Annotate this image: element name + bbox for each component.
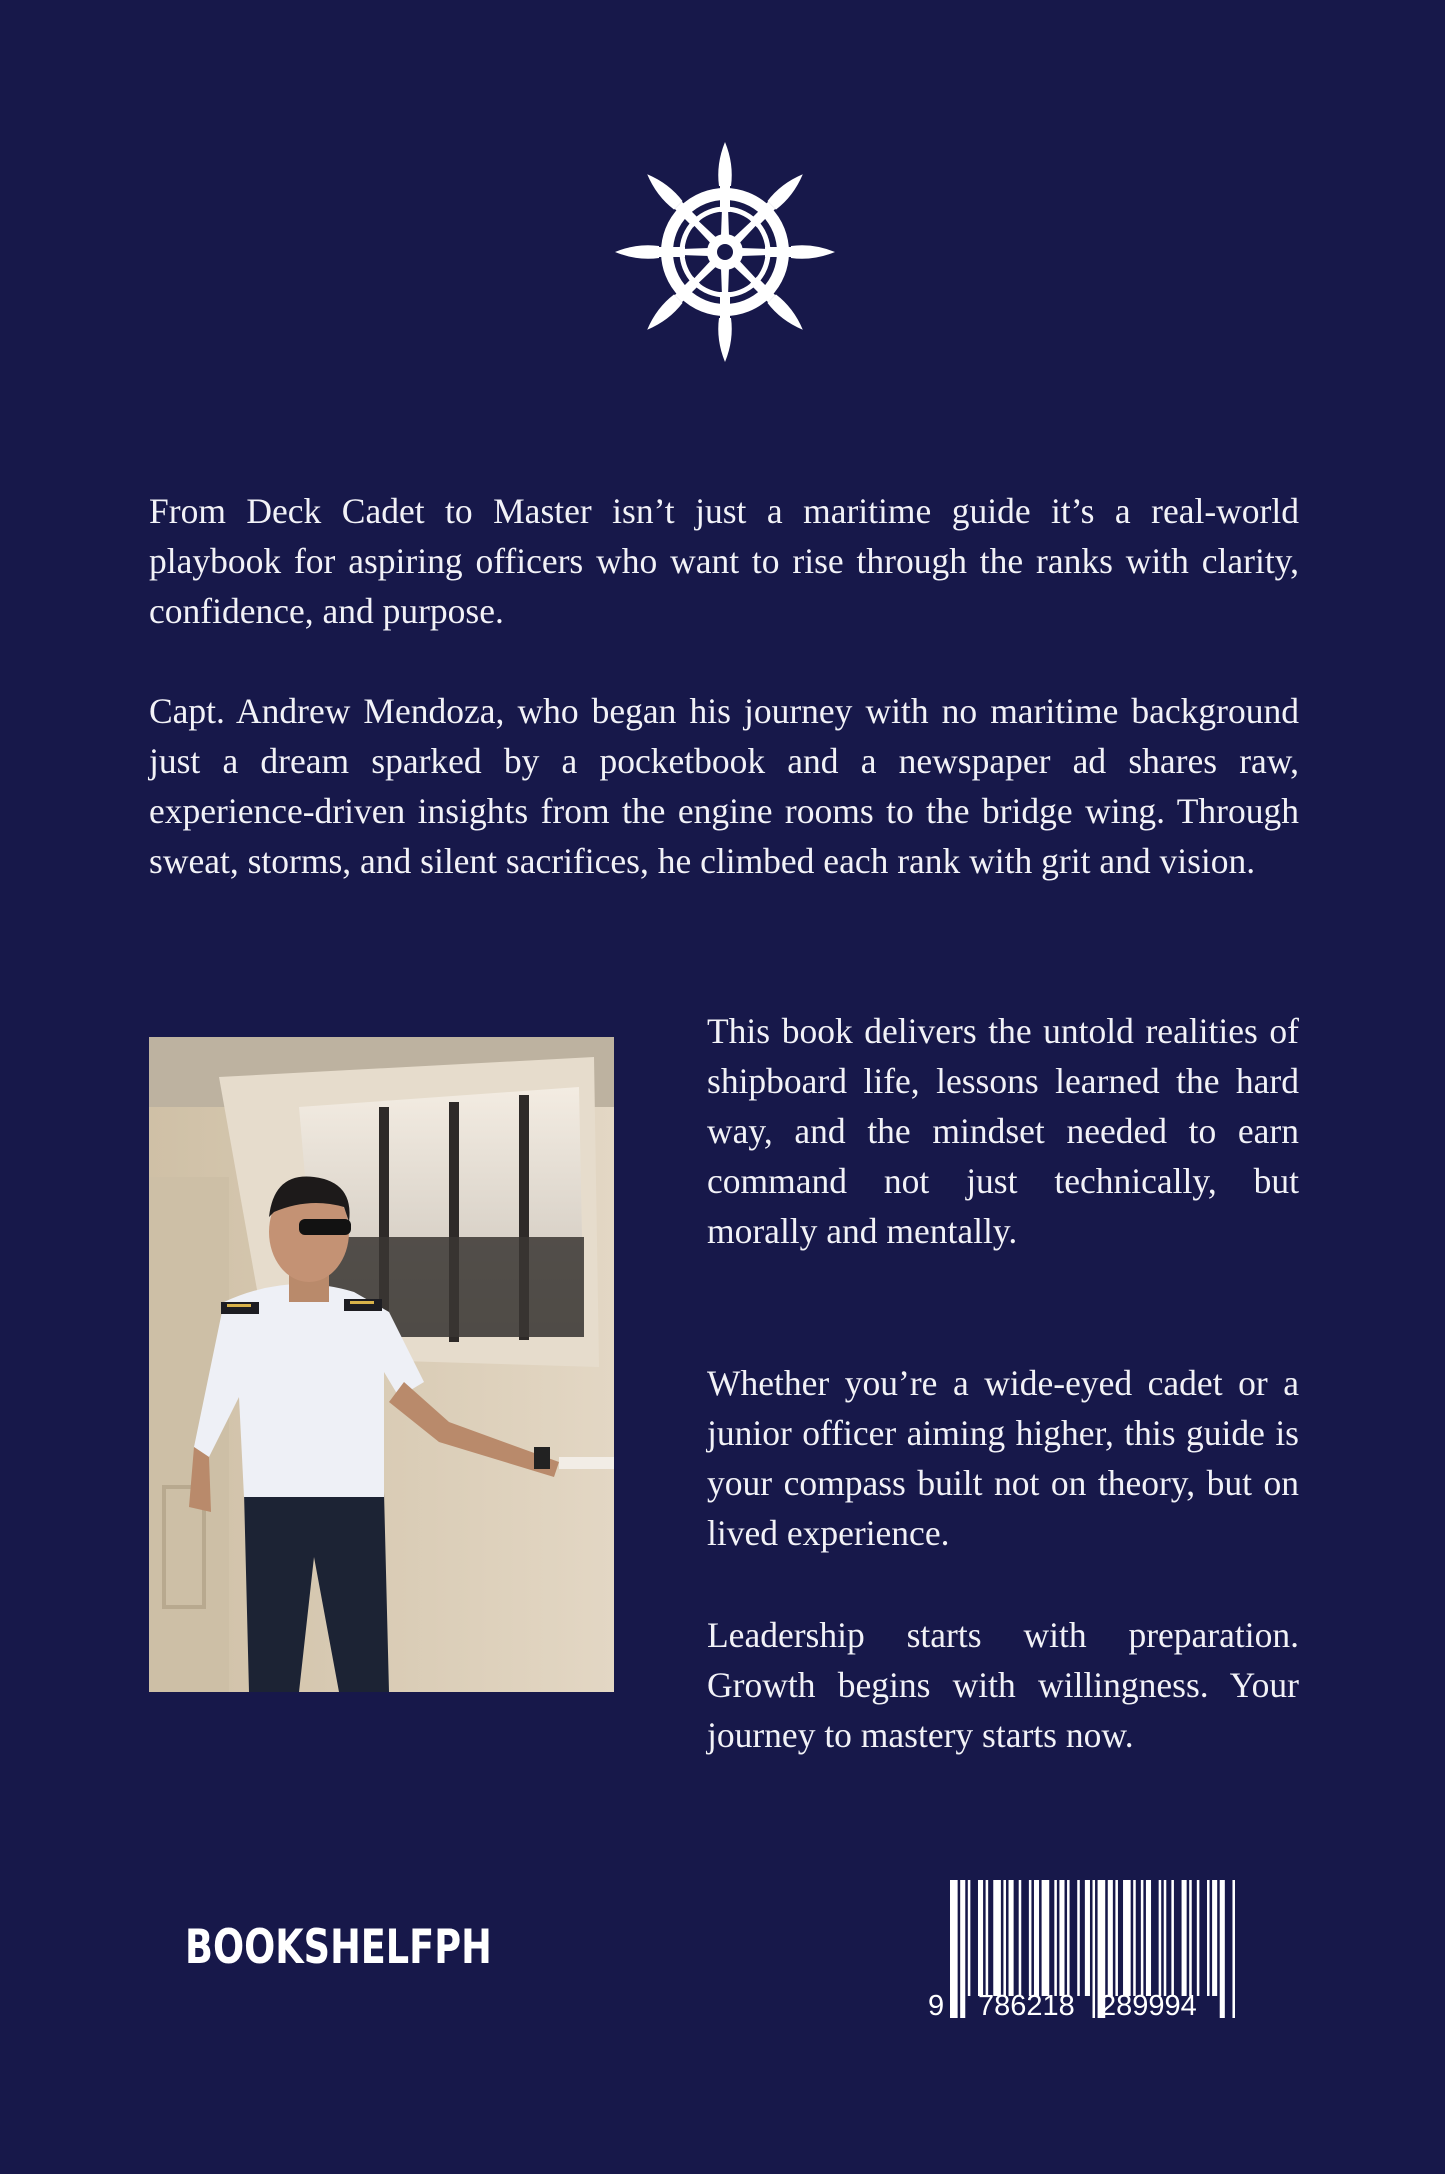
isbn-left-group: 786218 <box>978 1990 1075 2022</box>
ships-wheel-icon <box>610 135 840 370</box>
author-photo <box>149 1037 614 1692</box>
isbn-first-digit: 9 <box>928 1990 945 2022</box>
blurb-paragraph-1: From Deck Cadet to Master isn’t just a maritime guide it’s a real-world playbook for aspiring officers who want to rise through the ranks with clarity, confidence, and purpose. <box>149 491 1299 631</box>
blurb-paragraph-4: Whether you’re a wide-eyed cadet or a junior officer aiming higher, this guide is your compass built not on theory, but on lived experience. <box>707 1363 1299 1553</box>
isbn-number <box>928 1992 1248 2137</box>
publisher-logo: BOOKSHELFPH <box>185 1920 492 1975</box>
blurb-paragraph-3: This book delivers the untold realities of shipboard life, lessons learned the hard way, and the mindset needed to earn command not just technically, but morally and mentally. <box>707 1011 1299 1251</box>
blurb-paragraph-5: Leadership starts with preparation. Growth begins with willingness. Your journey to mastery starts now. <box>707 1615 1299 1755</box>
isbn-right-group: 289994 <box>1100 1990 1197 2022</box>
blurb-paragraph-2: Capt. Andrew Mendoza, who began his journey with no maritime background just a dream sparked by a pocketbook and a newspaper ad shares raw, experience-driven insights from the engine rooms to the bridge wing. Through sweat, storms, and silent sacrifices, he climbed each rank with grit and vision. <box>149 691 1299 881</box>
